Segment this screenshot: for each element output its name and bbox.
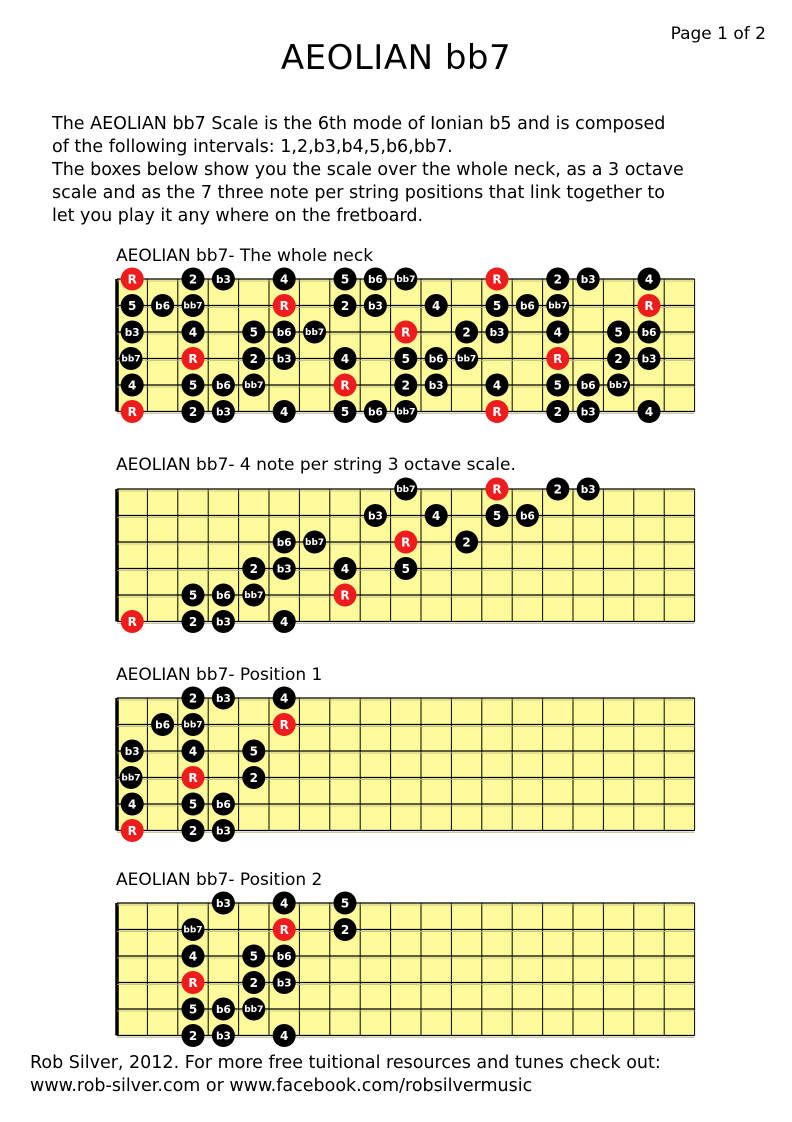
- note-label: 5: [401, 351, 410, 366]
- scale-note: [182, 819, 205, 842]
- note-label: b3: [215, 825, 231, 838]
- note-label: b3: [428, 379, 444, 392]
- note-label: 4: [128, 378, 137, 393]
- note-label: 4: [188, 325, 198, 340]
- scale-note: [273, 892, 296, 915]
- scale-note: [425, 504, 448, 527]
- scale-note: [273, 1024, 296, 1047]
- scale-note: [607, 321, 630, 344]
- scale-note: [212, 687, 235, 710]
- scale-note: [273, 945, 296, 968]
- note-label: 5: [249, 325, 258, 340]
- note-label: bb7: [396, 407, 416, 418]
- note-label: 5: [188, 588, 198, 603]
- scale-note: [242, 998, 265, 1021]
- note-label: 2: [249, 770, 258, 785]
- scale-note: [273, 971, 296, 994]
- note-label: 5: [188, 378, 198, 393]
- note-label: 2: [188, 404, 198, 419]
- scale-note: [182, 268, 205, 291]
- note-label: 4: [492, 378, 502, 393]
- fretboard-background: [117, 489, 695, 622]
- note-label: R: [644, 298, 654, 313]
- scale-note: [546, 321, 569, 344]
- note-label: 4: [280, 691, 289, 706]
- note-label: R: [492, 482, 502, 497]
- note-label: R: [492, 272, 502, 287]
- scale-note: [577, 400, 600, 423]
- note-label: 4: [644, 272, 654, 287]
- note-label: b3: [641, 353, 657, 366]
- root-note: [182, 971, 205, 994]
- note-label: R: [401, 325, 411, 340]
- note-label: 4: [340, 561, 350, 576]
- note-label: 4: [280, 896, 289, 911]
- scale-note: [638, 347, 661, 370]
- intro-line: The boxes below show you the scale over the whole neck, as a 3 octave: [52, 160, 684, 180]
- note-label: b3: [367, 300, 383, 313]
- note-label: b6: [367, 406, 383, 419]
- fretboard-position-1: [117, 687, 695, 843]
- note-label: R: [279, 922, 289, 937]
- scale-note: [273, 557, 296, 580]
- note-label: b3: [215, 273, 231, 286]
- scale-note: [121, 374, 144, 397]
- note-label: bb7: [183, 720, 203, 731]
- scale-note: [577, 478, 600, 501]
- scale-note: [273, 687, 296, 710]
- root-note: [394, 321, 417, 344]
- note-label: 4: [280, 404, 289, 419]
- scale-note: [486, 294, 509, 317]
- note-label: 4: [340, 351, 350, 366]
- scale-note: [182, 793, 205, 816]
- scale-note: [334, 892, 357, 915]
- note-label: 5: [401, 561, 410, 576]
- root-note: [273, 294, 296, 317]
- scale-note: [212, 793, 235, 816]
- note-label: 5: [188, 797, 198, 812]
- scale-note: [212, 584, 235, 607]
- note-label: b3: [124, 745, 140, 758]
- scale-note: [303, 321, 326, 344]
- note-label: R: [188, 351, 198, 366]
- note-label: R: [492, 404, 502, 419]
- scale-note: [334, 400, 357, 423]
- note-label: R: [401, 535, 411, 550]
- diagram-title-whole-neck: AEOLIAN bb7- The whole neck: [116, 246, 374, 266]
- note-label: b3: [276, 977, 292, 990]
- note-label: bb7: [183, 925, 203, 936]
- note-label: bb7: [609, 381, 629, 392]
- note-label: 5: [249, 744, 258, 759]
- diagram-title-position-2: AEOLIAN bb7- Position 2: [116, 870, 323, 890]
- scale-note: [425, 294, 448, 317]
- note-label: R: [553, 351, 563, 366]
- note-label: 2: [462, 535, 471, 550]
- scale-note: [273, 400, 296, 423]
- note-label: b3: [215, 1030, 231, 1043]
- note-label: b6: [276, 326, 292, 339]
- note-label: R: [279, 298, 289, 313]
- note-label: b6: [519, 510, 535, 523]
- note-label: R: [127, 404, 137, 419]
- note-label: b6: [155, 300, 171, 313]
- scale-note: [182, 400, 205, 423]
- note-label: b6: [276, 536, 292, 549]
- root-note: [486, 478, 509, 501]
- note-label: bb7: [183, 301, 203, 312]
- scale-note: [242, 557, 265, 580]
- scale-note: [121, 294, 144, 317]
- scale-note: [182, 740, 205, 763]
- root-note: [334, 584, 357, 607]
- scale-note: [638, 321, 661, 344]
- note-label: bb7: [244, 381, 264, 392]
- scale-note: [242, 321, 265, 344]
- scale-note: [486, 374, 509, 397]
- note-label: R: [188, 975, 198, 990]
- scale-note: [182, 713, 205, 736]
- scale-note: [303, 531, 326, 554]
- scale-note: [394, 268, 417, 291]
- root-note: [638, 294, 661, 317]
- note-label: 4: [280, 614, 289, 629]
- root-note: [486, 400, 509, 423]
- scale-note: [334, 347, 357, 370]
- scale-note: [212, 374, 235, 397]
- note-label: R: [340, 378, 350, 393]
- scale-note: [212, 998, 235, 1021]
- note-label: bb7: [244, 1005, 264, 1016]
- scale-note: [242, 945, 265, 968]
- note-label: 4: [280, 272, 289, 287]
- note-label: b3: [580, 273, 596, 286]
- note-label: R: [188, 770, 198, 785]
- note-label: bb7: [548, 301, 568, 312]
- note-label: b3: [367, 510, 383, 523]
- intro-line: of the following intervals: 1,2,b3,b4,5,b6,bb7.: [52, 137, 453, 157]
- footer-credit: Rob Silver, 2012. For more free tuitional resources and tunes check out:: [30, 1053, 661, 1073]
- note-label: bb7: [121, 773, 141, 784]
- root-note: [546, 347, 569, 370]
- note-label: bb7: [121, 354, 141, 365]
- scale-note: [120, 766, 143, 789]
- note-label: 5: [553, 378, 562, 393]
- note-label: 4: [644, 404, 654, 419]
- note-label: bb7: [244, 591, 264, 602]
- scale-note: [394, 557, 417, 580]
- note-label: b6: [215, 379, 231, 392]
- scale-note: [364, 268, 387, 291]
- scale-note: [364, 504, 387, 527]
- root-note: [182, 347, 205, 370]
- scale-note: [182, 374, 205, 397]
- scale-note: [273, 321, 296, 344]
- note-label: 4: [432, 298, 441, 313]
- scale-note: [182, 321, 205, 344]
- scale-note: [242, 740, 265, 763]
- note-label: b6: [367, 273, 383, 286]
- note-label: bb7: [457, 354, 477, 365]
- scale-note: [242, 374, 265, 397]
- scale-note: [455, 347, 478, 370]
- note-label: 5: [249, 949, 258, 964]
- scale-note: [151, 713, 174, 736]
- root-note: [334, 374, 357, 397]
- scale-note: [394, 374, 417, 397]
- scale-note: [607, 347, 630, 370]
- note-label: R: [279, 717, 289, 732]
- note-label: b3: [215, 406, 231, 419]
- scale-note: [182, 610, 205, 633]
- root-note: [394, 531, 417, 554]
- diagram-title-position-1: AEOLIAN bb7- Position 1: [116, 665, 323, 685]
- note-label: 2: [188, 691, 198, 706]
- scale-note: [242, 584, 265, 607]
- scale-note: [425, 347, 448, 370]
- note-label: 2: [188, 614, 198, 629]
- note-label: bb7: [305, 328, 325, 339]
- scale-note: [577, 268, 600, 291]
- fretboard-position-2: [117, 892, 695, 1048]
- scale-note: [425, 374, 448, 397]
- scale-note: [273, 610, 296, 633]
- scale-note: [516, 504, 539, 527]
- note-label: 5: [614, 325, 623, 340]
- note-label: b6: [215, 589, 231, 602]
- note-label: 2: [188, 1028, 198, 1043]
- root-note: [486, 268, 509, 291]
- scale-note: [121, 740, 144, 763]
- scale-note: [182, 294, 205, 317]
- scale-note: [182, 584, 205, 607]
- note-label: 2: [614, 351, 623, 366]
- note-label: 2: [249, 351, 258, 366]
- scale-note: [394, 478, 417, 501]
- note-label: b3: [215, 692, 231, 705]
- scale-note: [516, 294, 539, 317]
- fretboard-background: [117, 903, 695, 1036]
- scale-note: [182, 945, 205, 968]
- note-label: 4: [188, 949, 198, 964]
- fretboard-background: [117, 698, 695, 831]
- scale-note: [364, 294, 387, 317]
- scale-note: [546, 374, 569, 397]
- scale-note: [182, 1024, 205, 1047]
- note-label: b6: [215, 798, 231, 811]
- note-label: 5: [492, 508, 502, 523]
- scale-note: [212, 268, 235, 291]
- note-label: 4: [280, 1028, 289, 1043]
- note-label: 2: [249, 975, 258, 990]
- scale-note: [212, 610, 235, 633]
- scale-note: [212, 892, 235, 915]
- scale-note: [121, 793, 144, 816]
- scale-note: [212, 400, 235, 423]
- page-title: AEOLIAN bb7: [280, 38, 512, 78]
- root-note: [121, 819, 144, 842]
- note-label: bb7: [305, 538, 325, 549]
- scale-note: [273, 531, 296, 554]
- scale-note: [242, 971, 265, 994]
- scale-note: [638, 268, 661, 291]
- scale-note: [607, 374, 630, 397]
- scale-note: [151, 294, 174, 317]
- note-label: b3: [489, 326, 505, 339]
- note-label: 4: [188, 744, 198, 759]
- scale-note: [182, 918, 205, 941]
- note-label: R: [340, 588, 350, 603]
- note-label: b3: [215, 897, 231, 910]
- note-label: b6: [641, 326, 657, 339]
- note-label: 2: [249, 561, 258, 576]
- scale-note: [546, 400, 569, 423]
- note-label: 2: [188, 823, 198, 838]
- scale-note: [334, 294, 357, 317]
- note-label: b3: [215, 616, 231, 629]
- note-label: b3: [580, 406, 596, 419]
- scale-note: [486, 321, 509, 344]
- footer: [30, 1052, 661, 1098]
- scale-note: [182, 998, 205, 1021]
- scale-note: [273, 347, 296, 370]
- note-label: b6: [519, 300, 535, 313]
- note-label: 5: [492, 298, 502, 313]
- scale-note: [242, 766, 265, 789]
- note-label: 2: [188, 272, 198, 287]
- note-label: b3: [580, 483, 596, 496]
- scale-note: [242, 347, 265, 370]
- scale-note: [455, 321, 478, 344]
- note-label: R: [127, 823, 137, 838]
- scale-note: [334, 268, 357, 291]
- scale-note: [120, 347, 143, 370]
- intro-line: let you play it any where on the fretboard.: [52, 206, 424, 226]
- note-label: b3: [276, 563, 292, 576]
- note-label: 5: [340, 896, 350, 911]
- root-note: [121, 268, 144, 291]
- note-label: R: [127, 272, 137, 287]
- scale-note: [486, 504, 509, 527]
- note-label: 5: [188, 1002, 198, 1017]
- note-label: 2: [553, 482, 562, 497]
- fretboard-whole-neck: [117, 268, 695, 424]
- scale-note: [212, 1024, 235, 1047]
- note-label: 5: [128, 298, 137, 313]
- note-label: 5: [340, 404, 350, 419]
- intro-line: scale and as the 7 three note per string positions that link together to: [52, 183, 665, 203]
- scale-note: [121, 321, 144, 344]
- scale-note: [394, 347, 417, 370]
- scale-note: [577, 374, 600, 397]
- note-label: 2: [401, 378, 410, 393]
- scale-note: [546, 294, 569, 317]
- note-label: b6: [215, 1003, 231, 1016]
- note-label: bb7: [396, 275, 416, 286]
- note-label: 2: [340, 298, 350, 313]
- note-label: 2: [553, 404, 562, 419]
- note-label: 4: [128, 797, 137, 812]
- note-label: 4: [553, 325, 562, 340]
- note-label: b6: [428, 353, 444, 366]
- fretboard-three-octave: [117, 478, 695, 634]
- note-label: 4: [432, 508, 441, 523]
- scale-note: [546, 478, 569, 501]
- note-label: R: [127, 614, 137, 629]
- note-label: 2: [462, 325, 471, 340]
- scale-note: [273, 268, 296, 291]
- root-note: [121, 610, 144, 633]
- root-note: [273, 713, 296, 736]
- intro-line: The AEOLIAN bb7 Scale is the 6th mode of Ionian b5 and is composed: [52, 114, 666, 134]
- note-label: b3: [124, 326, 140, 339]
- note-label: b6: [580, 379, 596, 392]
- note-label: 2: [340, 922, 350, 937]
- scale-note: [455, 531, 478, 554]
- root-note: [121, 400, 144, 423]
- scale-note: [182, 687, 205, 710]
- scale-note: [638, 400, 661, 423]
- scale-note: [394, 400, 417, 423]
- note-label: b3: [276, 353, 292, 366]
- root-note: [273, 918, 296, 941]
- note-label: b6: [155, 719, 171, 732]
- scale-note: [334, 918, 357, 941]
- note-label: 5: [340, 272, 350, 287]
- note-label: 2: [553, 272, 562, 287]
- note-label: bb7: [396, 485, 416, 496]
- scale-note: [364, 400, 387, 423]
- note-label: b6: [276, 950, 292, 963]
- footer-links: www.rob-silver.com or www.facebook.com/robsilvermusic: [30, 1076, 533, 1096]
- page-number: Page 1 of 2: [670, 24, 766, 44]
- scale-note: [212, 819, 235, 842]
- scale-note: [334, 557, 357, 580]
- scale-note: [546, 268, 569, 291]
- root-note: [182, 766, 205, 789]
- diagram-title-three-octave: AEOLIAN bb7- 4 note per string 3 octave scale.: [116, 455, 516, 475]
